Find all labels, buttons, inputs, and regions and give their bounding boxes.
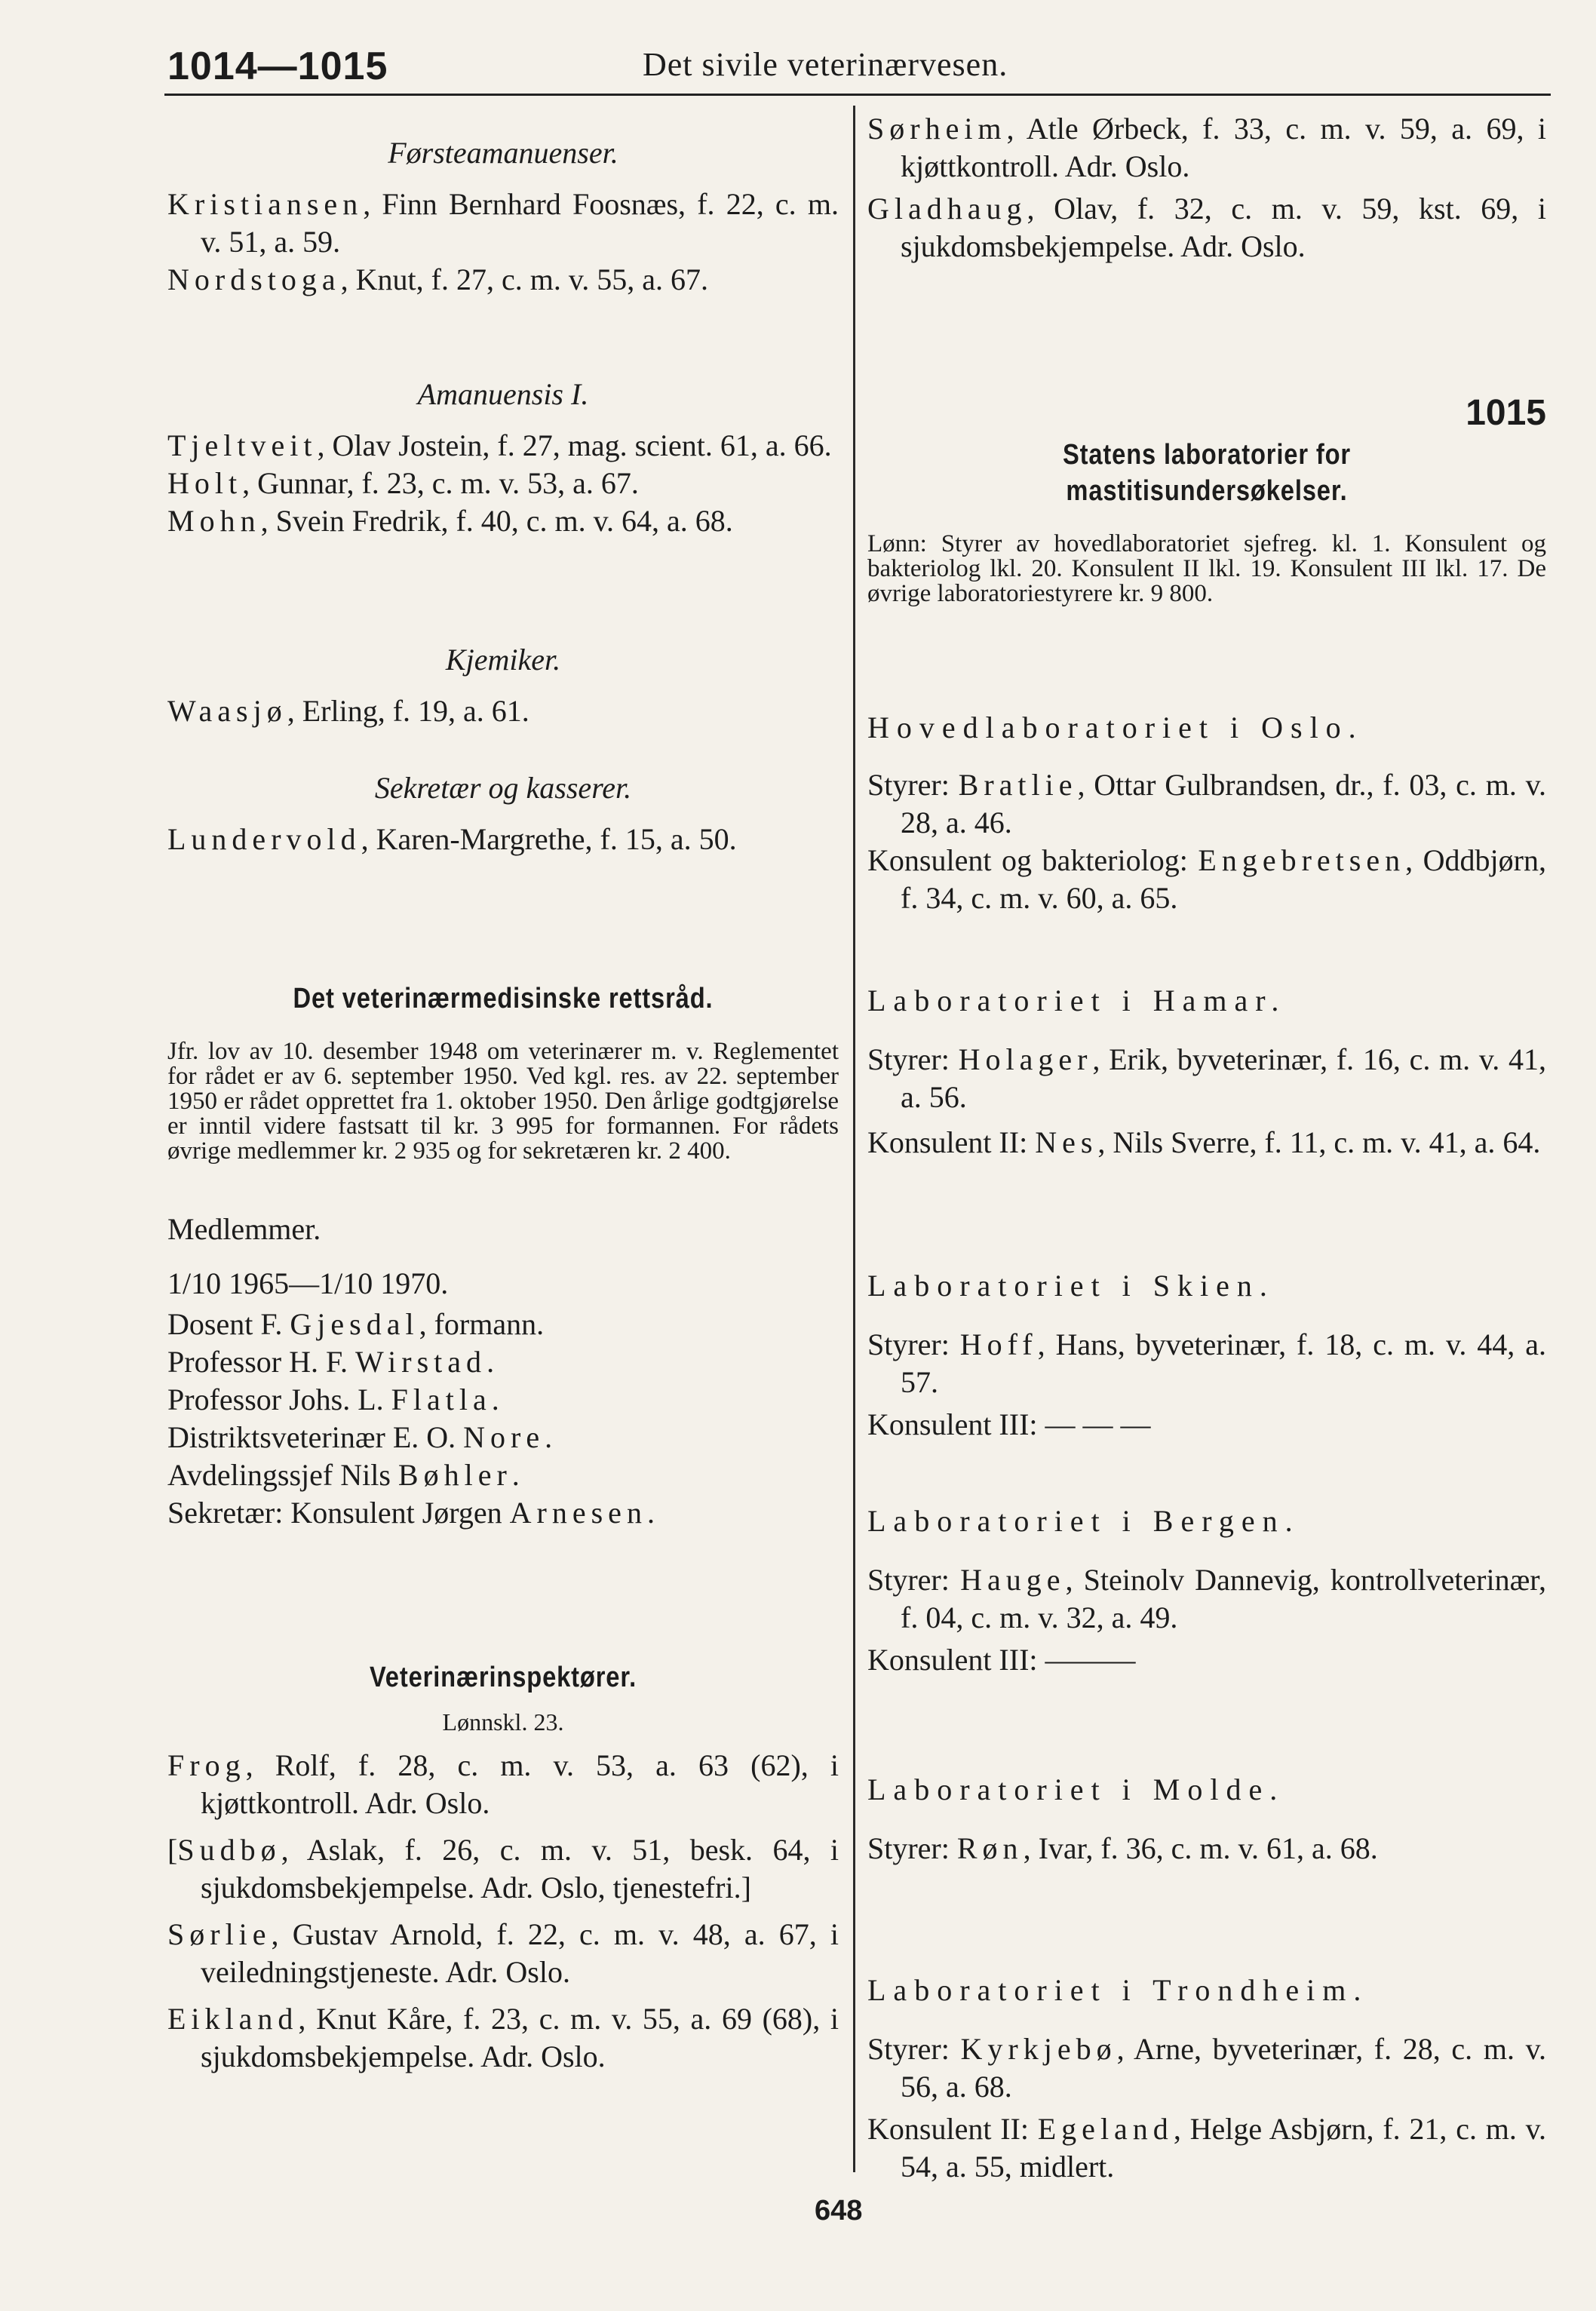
- staff-entry: Sørheim, Atle Ørbeck, f. 33, c. m. v. 59, a. 69, i kjøttkontroll. Adr. Oslo.: [867, 112, 1546, 183]
- lab-staff: Styrer: Kyrkjebø, Arne, byveterinær, f. 28, c. m. v. 56, a. 68.: [867, 2032, 1546, 2104]
- continued-entries: [867, 110, 1546, 265]
- lab-staff: Konsulent II: Nes, Nils Sverre, f. 11, c. m. v. 41, a. 64.: [867, 1125, 1541, 1159]
- members-period: 1/10 1965—1/10 1970.: [167, 1266, 449, 1300]
- lab-heading: Laboratoriet i Trondheim.: [867, 1973, 1369, 2007]
- staff-entry: Frog, Rolf, f. 28, c. m. v. 53, a. 63 (62), i kjøttkontroll. Adr. Oslo.: [167, 1748, 839, 1820]
- header-rule: [164, 94, 1551, 96]
- council-description: Jfr. lov av 10. desember 1948 om veterinærer m. v. Reglementet for rådet er av 6. september 1950. Ved kgl. res. av 22. september 1950 er rådet opprettet fra 1. oktober 1950. Den årlige godtgjørelse er inntil videre fastsatt til kr. 3 995 for formannen. For rådets øvrige medlemmer kr. 2 935 og for sekretæren kr. 2 400.: [167, 1038, 839, 1165]
- section-kjemiker: [167, 641, 839, 730]
- lab-bergen: [867, 1502, 1546, 1679]
- lab-heading: Laboratoriet i Skien.: [867, 1269, 1275, 1303]
- lab-staff: Styrer: Holager, Erik, byveterinær, f. 16, c. m. v. 41, a. 56.: [867, 1042, 1546, 1114]
- section-heading: Sekretær og kasserer.: [374, 771, 632, 805]
- lab-staff: Styrer: Røn, Ivar, f. 36, c. m. v. 61, a. 68.: [867, 1831, 1378, 1865]
- members-list: [167, 1306, 839, 1532]
- staff-entry: Kristiansen, Finn Bernhard Foosnæs, f. 22, c. m. v. 51, a. 59.: [167, 187, 839, 259]
- lab-skien: [867, 1267, 1546, 1444]
- salary-info: Lønn: Styrer av hovedlaboratoriet sjefreg. kl. 1. Konsulent og bakteriolog lkl. 20. Konsulent II lkl. 19. Konsulent III lkl. 17. De øvrige laboratoriestyrere kr. 9 800.: [867, 530, 1546, 607]
- column-divider: [853, 106, 855, 2172]
- lab-staff: Konsulent og bakteriolog: Engebretsen, Oddbjørn, f. 34, c. m. v. 60, a. 65.: [867, 843, 1546, 915]
- lab-trondheim: [867, 1972, 1546, 2186]
- member-entry: Distriktsveterinær E. O. Nore.: [167, 1420, 553, 1454]
- running-title: Det sivile veterinærvesen.: [643, 46, 1008, 83]
- section-inspektorer: [167, 1659, 839, 2076]
- lab-staff: Konsulent II: Egeland, Helge Asbjørn, f. 21, c. m. v. 54, a. 55, midlert.: [867, 2112, 1547, 2184]
- member-entry: Avdelingssjef Nils Bøhler.: [167, 1458, 520, 1492]
- member-entry: Professor Johs. L. Flatla.: [167, 1383, 499, 1416]
- staff-entry: Gladhaug, Olav, f. 32, c. m. v. 59, kst. 69, i sjukdomsbekjempelse. Adr. Oslo.: [867, 192, 1546, 263]
- section-1015: [867, 392, 1546, 606]
- section-heading: Veterinærinspektører.: [369, 1662, 637, 1693]
- lab-staff: Styrer: Hauge, Steinolv Dannevig, kontrollveterinær, f. 04, c. m. v. 32, a. 49.: [867, 1563, 1546, 1634]
- lab-staff: Konsulent III: ———: [867, 1643, 1136, 1677]
- lab-heading: Laboratoriet i Hamar.: [867, 984, 1287, 1017]
- section-title: Statens laboratorier for mastitisundersøkelser.: [1062, 439, 1352, 507]
- lab-heading: Laboratoriet i Bergen.: [867, 1504, 1300, 1538]
- section-heading: Kjemiker.: [445, 643, 561, 677]
- lab-staff: Styrer: Bratlie, Ottar Gulbrandsen, dr., f. 03, c. m. v. 28, a. 46.: [867, 768, 1546, 839]
- section-heading: Det veterinærmedisinske rettsråd.: [293, 983, 714, 1014]
- section-rettsrad: [167, 981, 839, 1532]
- staff-entry: Eikland, Knut Kåre, f. 23, c. m. v. 55, a. 69 (68), i sjukdomsbekjempelse. Adr. Oslo.: [167, 2002, 839, 2073]
- section-heading: Førsteamanuenser.: [388, 136, 618, 170]
- members-heading: Medlemmer.: [167, 1212, 321, 1246]
- member-entry: Sekretær: Konsulent Jørgen Arnesen.: [167, 1496, 655, 1530]
- section-forsteamanuenser: [167, 134, 839, 299]
- section-amanuensis: [167, 376, 839, 540]
- lab-oslo: [867, 709, 1546, 917]
- section-subheading: Lønnskl. 23.: [442, 1708, 564, 1736]
- staff-entry: Holt, Gunnar, f. 23, c. m. v. 53, a. 67.: [167, 466, 639, 500]
- lab-heading: Laboratoriet i Molde.: [867, 1772, 1285, 1806]
- staff-entry: Sørlie, Gustav Arnold, f. 22, c. m. v. 48, a. 67, i veiledningstjeneste. Adr. Oslo.: [167, 1917, 839, 1989]
- lab-hamar: [867, 982, 1546, 1162]
- staff-entry: Lundervold, Karen-Margrethe, f. 15, a. 50.: [167, 822, 737, 856]
- lab-staff: Styrer: Hoff, Hans, byveterinær, f. 18, c. m. v. 44, a. 57.: [867, 1327, 1546, 1399]
- page-range: 1014—1015: [167, 45, 388, 88]
- staff-entry: Waasjø, Erling, f. 19, a. 61.: [167, 694, 529, 728]
- staff-entry: Tjeltveit, Olav Jostein, f. 27, mag. scient. 61, a. 66.: [167, 428, 832, 462]
- section-number: 1015: [1466, 393, 1546, 433]
- staff-entry: [Sudbø, Aslak, f. 26, c. m. v. 51, besk. 64, i sjukdomsbekjempelse. Adr. Oslo, tjenestefri.]: [167, 1833, 839, 1904]
- member-entry: Dosent F. Gjesdal, formann.: [167, 1307, 545, 1341]
- lab-molde: [867, 1771, 1546, 1868]
- lab-heading: Hovedlaboratoriet i Oslo.: [867, 710, 1364, 744]
- page-number: 648: [815, 2195, 863, 2227]
- section-sekretaer: [167, 769, 839, 858]
- member-entry: Professor H. F. Wirstad.: [167, 1345, 495, 1379]
- staff-entry: Mohn, Svein Fredrik, f. 40, c. m. v. 64, a. 68.: [167, 504, 733, 538]
- staff-entry: Nordstoga, Knut, f. 27, c. m. v. 55, a. 67.: [167, 262, 708, 296]
- section-heading: Amanuensis I.: [417, 377, 589, 411]
- lab-staff: Konsulent III: — — —: [867, 1407, 1151, 1441]
